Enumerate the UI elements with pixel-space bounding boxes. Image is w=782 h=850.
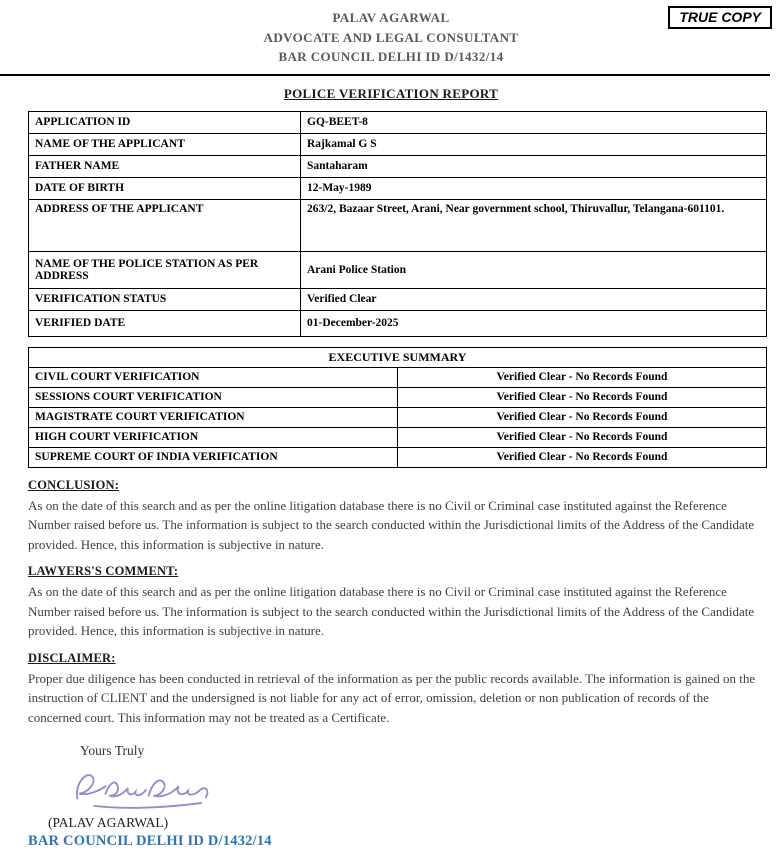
summary-value: Verified Clear - No Records Found: [398, 427, 767, 447]
field-label: VERIFIED DATE: [29, 310, 301, 336]
field-label: DATE OF BIRTH: [29, 177, 301, 199]
conclusion-body: As on the date of this search and as per the online litigation database there is no Civil or Criminal case instituted against the Reference Number raised before us. The information is subject to the search conducted within the Jurisdictional limits of the Address of the Candidate provided. Hence, this information is subjective in nature.: [28, 496, 763, 555]
table-row: [29, 407, 767, 427]
table-row: [29, 367, 767, 387]
signature-icon: [68, 763, 218, 815]
executive-summary-table: [28, 347, 767, 468]
table-row: [29, 310, 767, 336]
lawyers-comment-heading: LAWYERS'S COMMENT:: [28, 564, 767, 579]
field-value: 263/2, Bazaar Street, Arani, Near government school, Thiruvallur, Telangana-601101.: [301, 199, 767, 251]
table-row: [29, 251, 767, 288]
summary-value: Verified Clear - No Records Found: [398, 387, 767, 407]
disclaimer-heading: DISCLAIMER:: [28, 651, 767, 666]
summary-label: MAGISTRATE COURT VERIFICATION: [29, 407, 398, 427]
field-label: VERIFICATION STATUS: [29, 288, 301, 310]
advocate-name: PALAV AGARWAL: [0, 8, 782, 28]
table-row: [29, 155, 767, 177]
conclusion-heading: CONCLUSION:: [28, 478, 767, 493]
table-row: [29, 387, 767, 407]
table-row: [29, 288, 767, 310]
applicant-details-table: [28, 111, 767, 337]
lawyers-comment-section: [28, 564, 767, 641]
field-value: Arani Police Station: [301, 251, 767, 288]
table-row: [29, 111, 767, 133]
signature-image: [68, 763, 767, 815]
letterhead: [0, 0, 782, 67]
lawyers-comment-body: As on the date of this search and as per the online litigation database there is no Civil or Criminal case instituted against the Reference Number raised before us. The information is subject to the search conducted within the Jurisdictional limits of the Address of the Candidate provided. Hence, this information is subjective in nature.: [28, 582, 763, 641]
field-label: FATHER NAME: [29, 155, 301, 177]
signatory-name: (PALAV AGARWAL): [48, 815, 767, 831]
closing-line: Yours Truly: [80, 743, 767, 759]
table-row: [29, 427, 767, 447]
header-divider: [0, 74, 770, 76]
table-row: [29, 133, 767, 155]
report-title: POLICE VERIFICATION REPORT: [0, 86, 782, 102]
summary-label: CIVIL COURT VERIFICATION: [29, 367, 398, 387]
disclaimer-section: [28, 651, 767, 728]
document-content: [0, 111, 782, 850]
summary-header-row: [29, 347, 767, 367]
field-label: NAME OF THE APPLICANT: [29, 133, 301, 155]
summary-label: SESSIONS COURT VERIFICATION: [29, 387, 398, 407]
disclaimer-body: Proper due diligence has been conducted in retrieval of the information as per the public records available. The information is gained on the instruction of CLIENT and the undersigned is not liable for any act of error, omission, deletion or non publication of records of the concerned court. This information may not be treated as a Certificate.: [28, 669, 763, 728]
field-value: GQ-BEET-8: [301, 111, 767, 133]
summary-value: Verified Clear - No Records Found: [398, 447, 767, 467]
field-label: APPLICATION ID: [29, 111, 301, 133]
summary-value: Verified Clear - No Records Found: [398, 367, 767, 387]
field-value: Rajkamal G S: [301, 133, 767, 155]
table-row: [29, 447, 767, 467]
conclusion-section: [28, 478, 767, 555]
summary-title: EXECUTIVE SUMMARY: [29, 347, 767, 367]
field-value: 12-May-1989: [301, 177, 767, 199]
advocate-bar-id: BAR COUNCIL DELHI ID D/1432/14: [0, 47, 782, 67]
field-label: NAME OF THE POLICE STATION AS PER ADDRESS: [29, 251, 301, 288]
summary-label: HIGH COURT VERIFICATION: [29, 427, 398, 447]
table-row: [29, 177, 767, 199]
summary-label: SUPREME COURT OF INDIA VERIFICATION: [29, 447, 398, 467]
bar-council-id-line: BAR COUNCIL DELHI ID D/1432/14: [28, 833, 767, 850]
true-copy-stamp: [668, 6, 772, 29]
field-value: Santaharam: [301, 155, 767, 177]
field-label: ADDRESS OF THE APPLICANT: [29, 199, 301, 251]
advocate-title: ADVOCATE AND LEGAL CONSULTANT: [0, 28, 782, 48]
field-value: Verified Clear: [301, 288, 767, 310]
field-value: 01-December-2025: [301, 310, 767, 336]
true-copy-stamp-label: TRUE COPY: [679, 9, 761, 25]
summary-value: Verified Clear - No Records Found: [398, 407, 767, 427]
table-row: [29, 199, 767, 251]
